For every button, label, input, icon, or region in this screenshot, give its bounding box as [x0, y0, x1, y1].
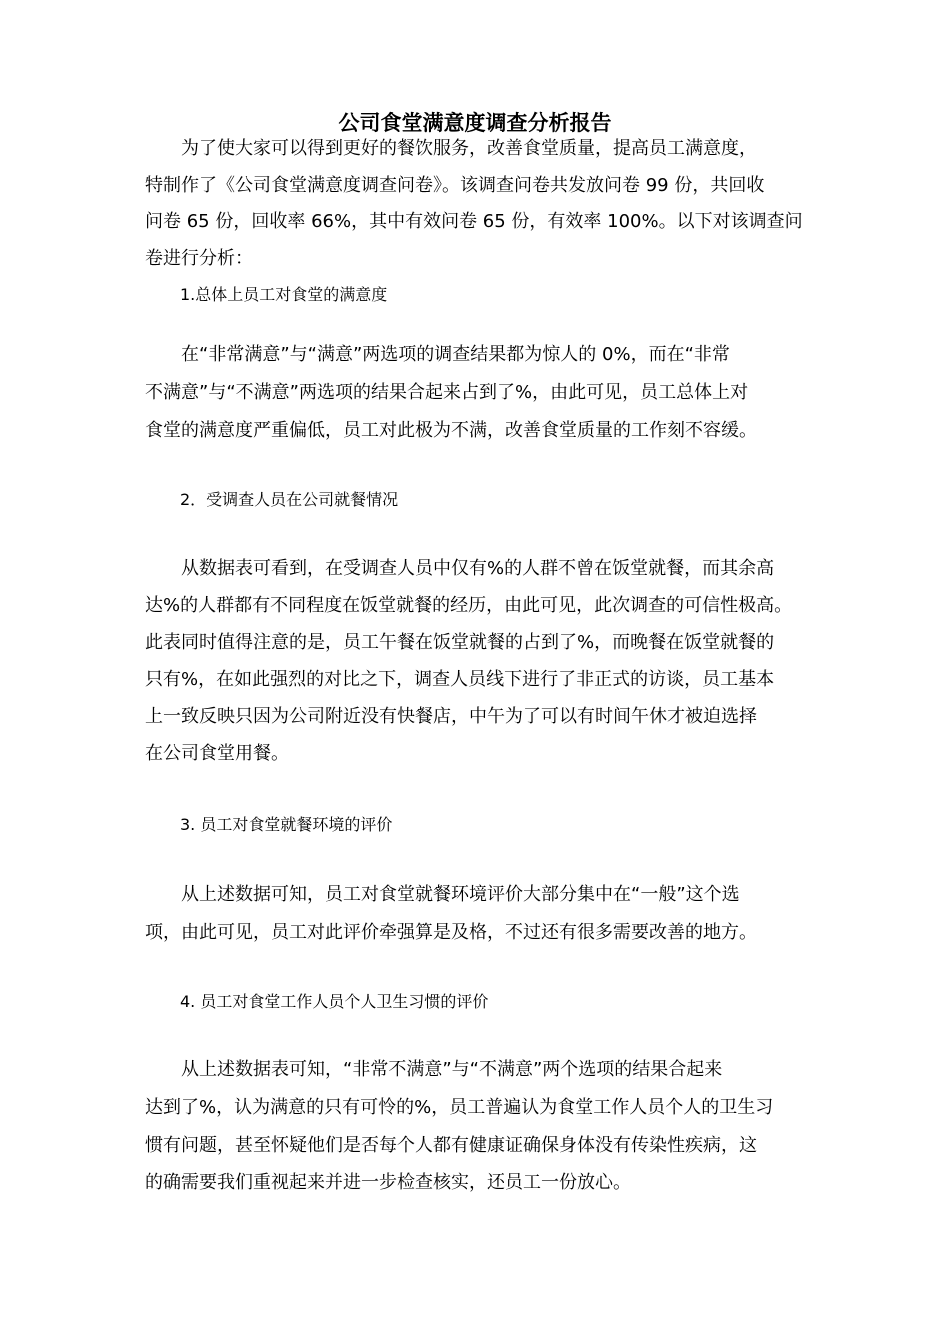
- paragraph-line: 在“非常满意”与“满意”两选项的调查结果都为惊人的 0%，而在“非常: [181, 344, 730, 365]
- intro-line: 为了使大家可以得到更好的餐饮服务，改善食堂质量，提高员工满意度，: [181, 138, 757, 159]
- paragraph-line: 不满意”与“不满意”两选项的结果合起来占到了%，由此可见，员工总体上对: [145, 382, 749, 403]
- intro-line: 卷进行分析：: [145, 248, 253, 269]
- section-heading: 2．受调查人员在公司就餐情况: [180, 490, 399, 509]
- section-heading: 1.总体上员工对食堂的满意度: [180, 285, 388, 304]
- paragraph-line: 的确需要我们重视起来并进一步检查核实，还员工一份放心。: [145, 1172, 631, 1193]
- paragraph-line: 惯有问题，甚至怀疑他们是否每个人都有健康证确保身体没有传染性疾病，这: [145, 1135, 757, 1156]
- paragraph-line: 从数据表可看到，在受调查人员中仅有%的人群不曾在饭堂就餐，而其余高: [181, 558, 775, 579]
- paragraph-line: 上一致反映只因为公司附近没有快餐店，中午为了可以有时间午休才被迫选择: [145, 706, 757, 727]
- paragraph-line: 从上述数据可知，员工对食堂就餐环境评价大部分集中在“一般”这个选: [181, 884, 740, 905]
- intro-line: 问卷 65 份，回收率 66%，其中有效问卷 65 份，有效率 100%。以下对该调查问: [145, 211, 803, 232]
- paragraph-line: 达%的人群都有不同程度在饭堂就餐的经历，由此可见，此次调查的可信性极高。: [145, 595, 793, 616]
- paragraph-line: 从上述数据表可知，“非常不满意”与“不满意”两个选项的结果合起来: [181, 1059, 723, 1080]
- paragraph-line: 只有%，在如此强烈的对比之下，调查人员线下进行了非正式的访谈，员工基本: [145, 669, 775, 690]
- paragraph-line: 达到了%，认为满意的只有可怜的%，员工普遍认为食堂工作人员个人的卫生习: [145, 1097, 774, 1118]
- paragraph-line: 在公司食堂用餐。: [145, 743, 289, 764]
- section-heading: 3. 员工对食堂就餐环境的评价: [180, 815, 393, 834]
- paragraph-line: 食堂的满意度严重偏低，员工对此极为不满，改善食堂质量的工作刻不容缓。: [145, 420, 757, 441]
- paragraph-line: 项，由此可见，员工对此评价牵强算是及格，不过还有很多需要改善的地方。: [145, 922, 757, 943]
- intro-line: 特制作了《公司食堂满意度调查问卷》。该调查问卷共发放问卷 99 份，共回收: [145, 175, 765, 196]
- section-heading: 4. 员工对食堂工作人员个人卫生习惯的评价: [180, 992, 489, 1011]
- paragraph-line: 此表同时值得注意的是，员工午餐在饭堂就餐的占到了%，而晚餐在饭堂就餐的: [145, 632, 775, 653]
- document-title: 公司食堂满意度调查分析报告: [338, 111, 612, 135]
